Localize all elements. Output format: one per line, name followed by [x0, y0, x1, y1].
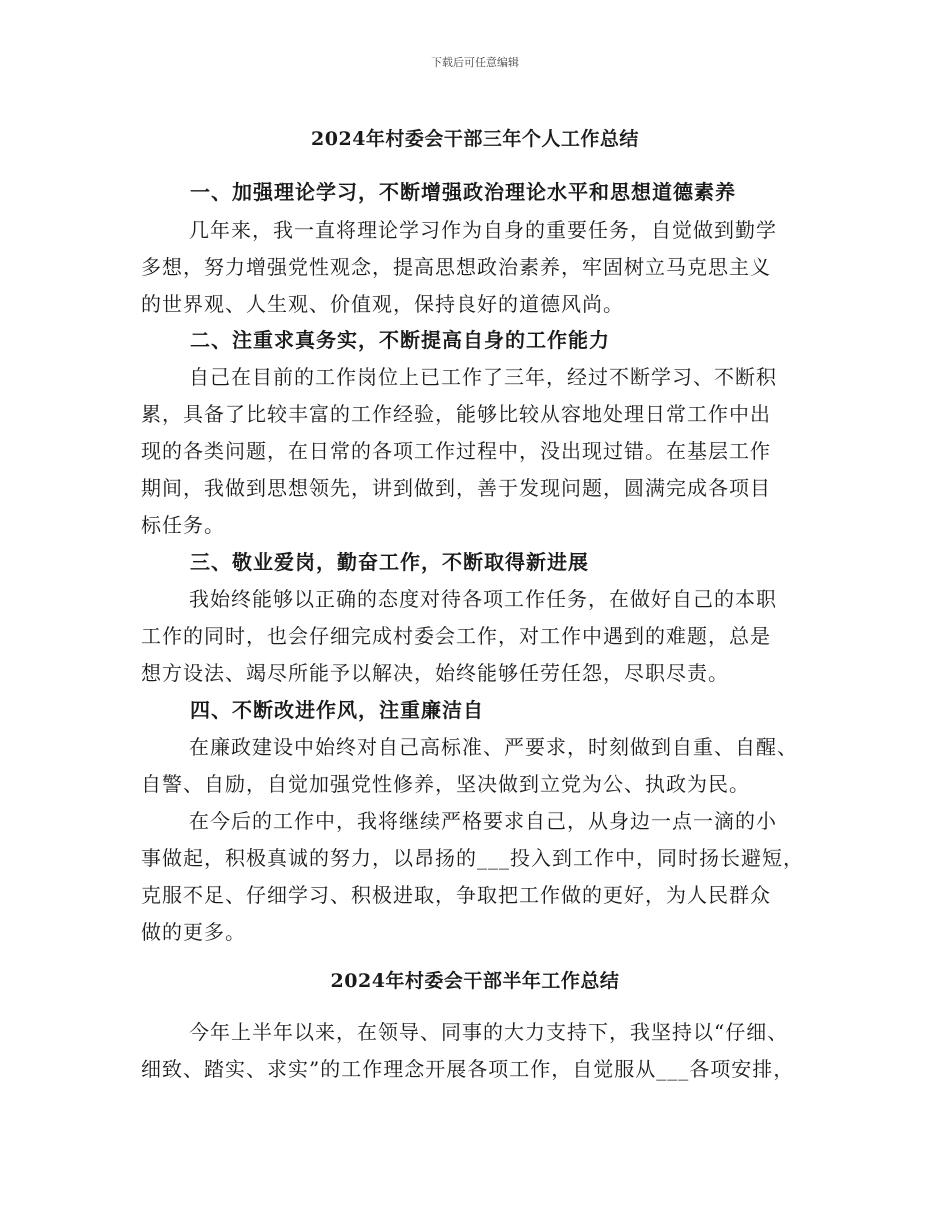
section-heading-3: 三、敬业爱岗，勤奋工作，不断取得新进展: [190, 550, 589, 574]
section-heading-2: 二、注重求真务实，不断提高自身的工作能力: [190, 328, 610, 352]
paragraph-line: 标任务。: [141, 513, 225, 537]
paragraph-line: 事做起，积极真诚的努力，以昂扬的___投入到工作中，同时扬长避短，: [141, 846, 804, 870]
paragraph-line: 细致、踏实、求实”的工作理念开展各项工作，自觉服从___各项安排，: [141, 1057, 795, 1081]
paragraph-line: 工作的同时，也会仔细完成村委会工作，对工作中遇到的难题，总是: [141, 624, 771, 648]
paragraph-line: 累，具备了比较丰富的工作经验，能够比较从容地处理日常工作中出: [141, 402, 771, 426]
paragraph-line: 现的各类问题，在日常的各项工作过程中，没出现过错。在基层工作: [141, 439, 771, 463]
paragraph-line: 做的更多。: [141, 920, 246, 944]
paragraph-line: 我始终能够以正确的态度对待各项工作任务，在做好自己的本职: [189, 587, 777, 611]
paragraph-line: 在廉政建设中始终对自己高标准、严要求，时刻做到自重、自醒、: [189, 735, 798, 759]
paragraph-line: 的世界观、人生观、价值观，保持良好的道德风尚。: [141, 292, 624, 316]
paragraph-line: 几年来，我一直将理论学习作为自身的重要任务，自觉做到勤学: [189, 218, 777, 242]
paragraph-line: 在今后的工作中，我将继续严格要求自己，从身边一点一滴的小: [189, 809, 777, 833]
document-title: 2024年村委会干部三年个人工作总结: [311, 128, 639, 150]
paragraph-line: 多想，努力增强党性观念，提高思想政治素养，牢固树立马克思主义: [141, 255, 771, 279]
section-heading-4: 四、不断改进作风，注重廉洁自: [190, 698, 484, 722]
paragraph-line: 想方设法、竭尽所能予以解决，始终能够任劳任怨，尽职尽责。: [141, 661, 729, 685]
second-document-title: 2024年村委会干部半年工作总结: [330, 970, 620, 992]
paragraph-line: 自警、自励，自觉加强党性修养，坚决做到立党为公、执政为民。: [141, 772, 750, 796]
paragraph-line: 克服不足、仔细学习、积极进取，争取把工作做的更好，为人民群众: [141, 883, 771, 907]
paragraph-line: 自己在目前的工作岗位上已工作了三年，经过不断学习、不断积: [189, 365, 777, 389]
paragraph-line: 期间，我做到思想领先，讲到做到，善于发现问题，圆满完成各项目: [141, 476, 771, 500]
header-note: 下载后可任意编辑: [431, 56, 519, 69]
paragraph-line: 今年上半年以来，在领导、同事的大力支持下，我坚持以“仔细、: [189, 1020, 789, 1044]
section-heading-1: 一、加强理论学习，不断增强政治理论水平和思想道德素养: [190, 180, 736, 204]
